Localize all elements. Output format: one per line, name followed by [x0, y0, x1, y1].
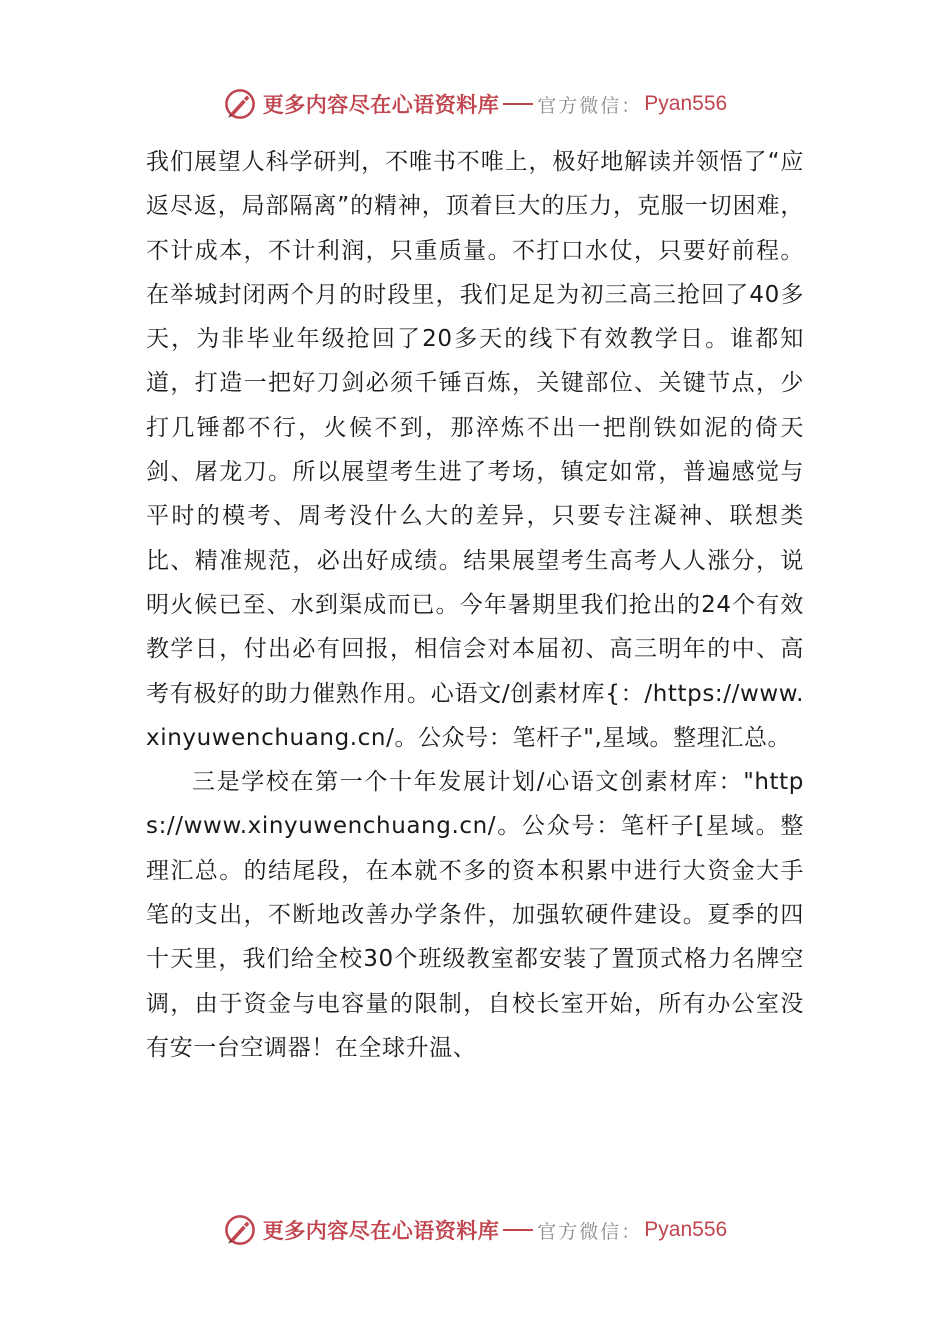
banner-wechat-label: 官方微信：	[537, 94, 643, 117]
footer-banner	[0, 1210, 950, 1250]
banner-brand-text: 更多内容尽在心语资料库	[262, 1218, 500, 1243]
paragraph-1: 我们展望人科学研判，不唯书不唯上，极好地解读并领悟了“应返尽返，局部隔离”的精神，顶着巨大的压力，克服一切困难，不计成本，不计利润，只重质量。不打口水仗，只要好前程。在举城封闭两个月的时段里，我们足足为初三高三抢回了40多天，为非毕业年级抢回了20多天的线下有效教学日。谁都知道，打造一把好刀剑必须千锤百炼，关键部位、关键节点，少打几锤都不行，火候不到，那淬炼不出一把削铁如泥的倚天剑、屠龙刀。所以展望考生进了考场，镇定如常，普遍感觉与平时的模考、周考没什么大的差异，只要专注凝神、联想类比、精准规范，必出好成绩。结果展望考生高考人人涨分，说明火候已至、水到渠成而已。今年暑期里我们抢出的24个有效教学日，付出必有回报，相信会对本届初、高三明年的中、高考有极好的助力催熟作用。心语文/创素材库{：/https://www.xinyuwenchuang.cn/。公众号：笔杆子",星域。整理汇总。	[146, 149, 804, 751]
paragraph-2: 三是学校在第一个十年发展计划/心语文创素材库："https://www.xinyuwenchuang.cn/。公众号：笔杆子[星域。整理汇总。的结尾段，在本就不多的资本积累中进行大资金大手笔的支出，不断地改善办学条件，加强软硬件建设。夏季的四十天里，我们给全校30个班级教室都安装了置顶式格力名牌空调，由于资金与电容量的限制，自校长室开始，所有办公室没有安一台空调器！在全球升温、	[146, 769, 804, 1061]
banner-wechat-id: Pyan556	[644, 92, 728, 115]
header-banner	[0, 84, 950, 124]
pen-logo-icon	[223, 1213, 257, 1247]
pen-logo-icon	[223, 87, 257, 121]
document-body	[146, 140, 804, 1070]
banner-wechat-id: Pyan556	[644, 1218, 728, 1241]
banner-dash	[503, 1229, 533, 1231]
banner-dash	[503, 103, 533, 105]
banner-brand-text: 更多内容尽在心语资料库	[262, 92, 500, 117]
banner-wechat-label: 官方微信：	[537, 1220, 643, 1243]
